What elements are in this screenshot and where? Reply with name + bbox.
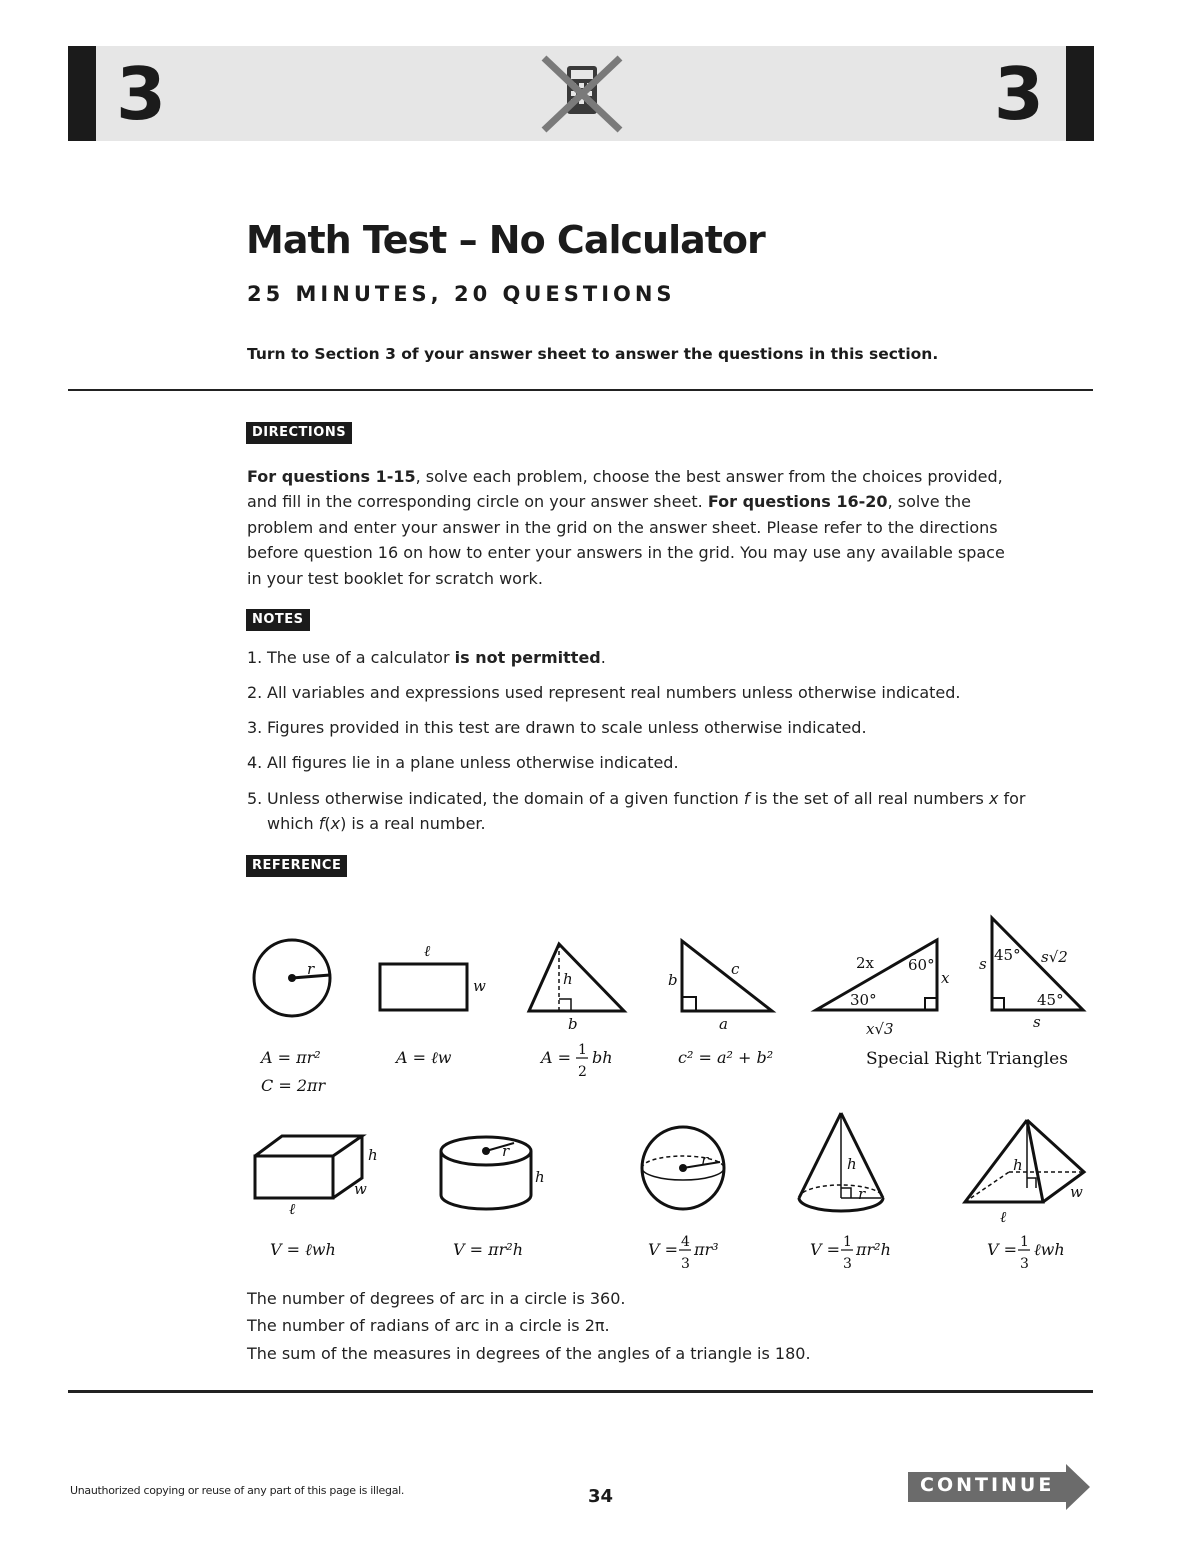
- t1-2x-label: 2x: [856, 954, 875, 972]
- note-2: 2. All variables and expressions used represent real numbers unless otherwise indicated.: [247, 683, 961, 702]
- circle-area-formula: A = πr²: [261, 1048, 321, 1067]
- t2-s-bottom-label: s: [1033, 1013, 1041, 1031]
- notes-tag: NOTES: [246, 609, 310, 631]
- continue-label: CONTINUE: [920, 1474, 1055, 1496]
- cone-volume-b: πr²h: [856, 1240, 891, 1259]
- pyr-volume-a: V =: [987, 1240, 1018, 1259]
- reference-tag: REFERENCE: [246, 855, 347, 877]
- directions-q1-label: For questions 1-15: [247, 467, 416, 486]
- pyr-w-label: w: [1070, 1183, 1083, 1201]
- box-w-label: w: [354, 1180, 367, 1198]
- rect-l-label: ℓ: [424, 942, 431, 960]
- pyr-h-label: h: [1013, 1156, 1023, 1174]
- note-4: 4. All figures lie in a plane unless otherwise indicated.: [247, 753, 679, 772]
- directions-text: For questions 1-15, solve each problem, choose the best answer from the choices provided, and fill in the corresponding circle on your answer sheet. For questions 16-20, solve the problem and enter your answer in the grid on the answer sheet. Please refer to the directions before question 16 on how to enter your answers in the grid. You may use any available space in your test booklet for scratch work.: [247, 467, 1005, 588]
- cyl-h-label: h: [535, 1168, 545, 1186]
- tri-h-label: h: [563, 970, 573, 988]
- cone-volume-den: 3: [843, 1256, 852, 1272]
- pyr-volume-den: 3: [1020, 1256, 1029, 1272]
- tri-area-den: 2: [578, 1064, 587, 1080]
- sphere-volume-num: 4: [681, 1234, 690, 1250]
- t1-x-label: x: [941, 969, 950, 987]
- tri-area-a: A =: [541, 1048, 572, 1067]
- box-l-label: ℓ: [289, 1200, 296, 1218]
- pythagorean-formula: c² = a² + b²: [678, 1048, 774, 1067]
- t2-45-top-label: 45°: [994, 946, 1021, 964]
- cone-h-label: h: [847, 1155, 857, 1173]
- copyright-notice: Unauthorized copying or reuse of any part of this page is illegal.: [70, 1484, 405, 1497]
- section-instruction: Turn to Section 3 of your answer sheet to answer the questions in this section.: [247, 345, 939, 363]
- t1-60-label: 60°: [908, 956, 935, 974]
- section-number-left: 3: [116, 52, 167, 136]
- t2-sroot2-label: s√2: [1041, 948, 1068, 966]
- rectangle-figure: [380, 964, 467, 1010]
- t2-45-bottom-label: 45°: [1037, 991, 1064, 1009]
- special-triangles-caption: Special Right Triangles: [866, 1049, 1068, 1069]
- rt-b-label: b: [668, 971, 678, 989]
- tri-b-label: b: [568, 1015, 578, 1033]
- triangle-figure: [529, 944, 624, 1011]
- sphere-volume-den: 3: [681, 1256, 690, 1272]
- directions-q2-label: For questions 16-20: [707, 492, 888, 512]
- page-number: 34: [588, 1486, 614, 1507]
- rt-a-label: a: [719, 1015, 728, 1033]
- pyr-l-label: ℓ: [1000, 1208, 1007, 1226]
- cone-volume-num: 1: [843, 1234, 852, 1250]
- rt-c-label: c: [731, 960, 740, 978]
- cone-volume-a: V =: [810, 1240, 841, 1259]
- fact-triangle-sum: The sum of the measures in degrees of the angles of a triangle is 180.: [247, 1344, 811, 1363]
- note-3: 3. Figures provided in this test are drawn to scale unless otherwise indicated.: [247, 718, 867, 737]
- cyl-volume-formula: V = πr²h: [453, 1240, 524, 1259]
- page-subtitle: 25 MINUTES, 20 QUESTIONS: [247, 282, 676, 306]
- t1-30-label: 30°: [850, 991, 877, 1009]
- t1-xroot3-label: x√3: [866, 1020, 894, 1038]
- box-figure: [255, 1136, 362, 1198]
- rect-area-formula: A = ℓw: [396, 1048, 452, 1067]
- t2-s-left-label: s: [979, 955, 987, 973]
- page-title: Math Test – No Calculator: [246, 218, 765, 262]
- cone-figure: [799, 1113, 883, 1211]
- section-number-right: 3: [993, 52, 1044, 136]
- note-1: 1. The use of a calculator is not permitted.: [247, 648, 606, 667]
- cone-r-label: r: [858, 1185, 866, 1203]
- note-5: 5. Unless otherwise indicated, the domain of a given function f is the set of all real numbers x for which f(x) is a real number.: [247, 789, 1026, 833]
- fact-degrees: The number of degrees of arc in a circle is 360.: [247, 1289, 626, 1308]
- box-h-label: h: [368, 1146, 378, 1164]
- pyr-volume-b: ℓwh: [1034, 1240, 1065, 1259]
- tri-area-num: 1: [578, 1042, 587, 1058]
- sphere-volume-b: πr³: [694, 1240, 719, 1259]
- circle-r-label: r: [307, 960, 315, 978]
- box-volume-formula: V = ℓwh: [270, 1240, 336, 1259]
- bottom-divider: [68, 1390, 1093, 1393]
- directions-tag: DIRECTIONS: [246, 422, 352, 444]
- rect-w-label: w: [473, 977, 486, 995]
- cyl-r-label: r: [502, 1142, 510, 1160]
- fact-radians: The number of radians of arc in a circle is 2π.: [247, 1316, 610, 1335]
- sphere-volume-a: V =: [648, 1240, 679, 1259]
- circle-circumference-formula: C = 2πr: [261, 1076, 326, 1095]
- tri-area-b: bh: [592, 1048, 613, 1067]
- pyramid-figure: [965, 1120, 1084, 1202]
- sphere-r-label: r: [701, 1151, 709, 1169]
- pyr-volume-num: 1: [1020, 1234, 1029, 1250]
